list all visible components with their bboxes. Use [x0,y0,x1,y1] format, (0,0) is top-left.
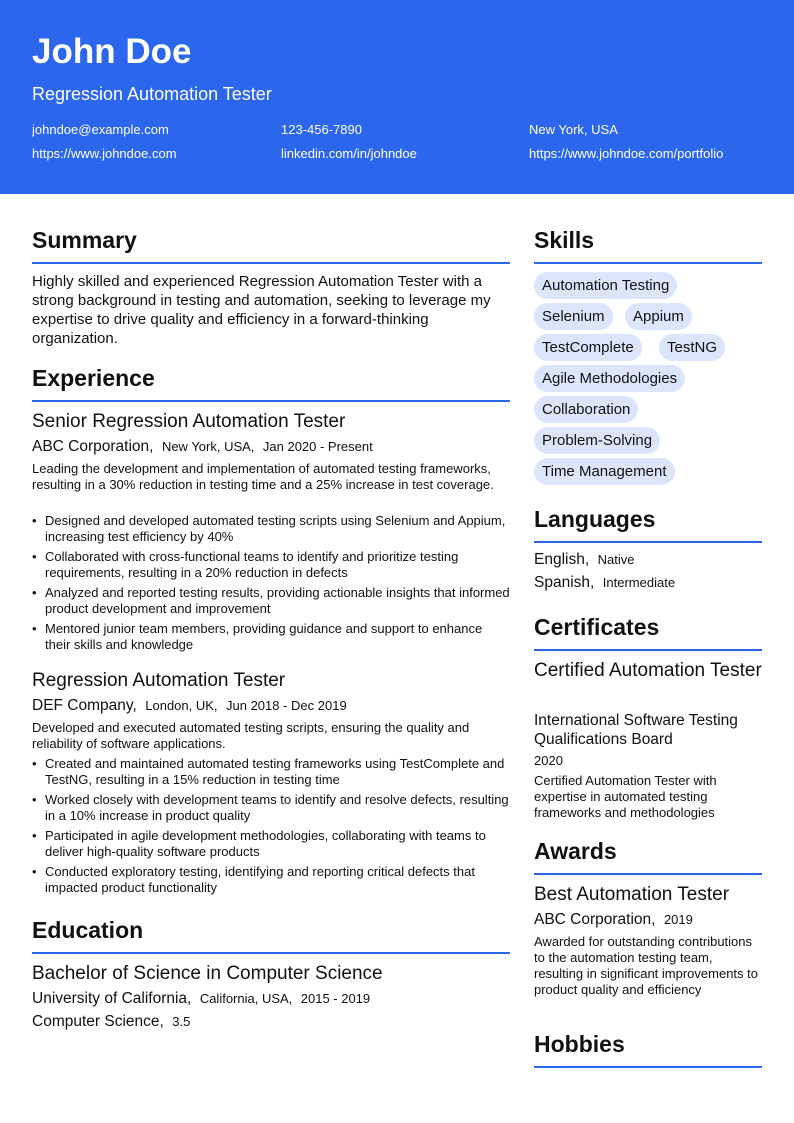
award-title: Best Automation Tester [534,884,730,905]
languages-divider [534,541,762,543]
skills-divider [534,262,762,264]
summary-heading: Summary [32,227,137,253]
list-item-text: Mentored junior team members, providing guidance and support to enhance their skills and knowledge [45,621,483,652]
education-meta [32,990,370,1008]
job-description: Developed and executed automated testing scripts, ensuring the quality and reliability of software applications. [32,720,470,751]
contact-portfolio[interactable]: https://www.johndoe.com/portfolio [529,146,724,161]
list-item: • Mentored junior team members, providing guidance and support to enhance their skills and knowledge [32,621,483,652]
hobbies-divider [534,1066,762,1068]
awards-divider [534,873,762,875]
hobbies-heading: Hobbies [534,1031,625,1057]
job-location: New York, USA, [161,439,255,454]
job-company: DEF Company, [32,697,137,714]
summary-divider [32,262,510,264]
contact-email[interactable]: johndoe@example.com [32,122,169,137]
experience-divider [32,400,510,402]
education-field-row [32,1013,190,1031]
list-item: • Conducted exploratory testing, identifying and reporting critical defects that impacted product functionality [32,864,475,895]
list-item-text: Participated in agile development methodologies, collaborating with teams to deliver high-quality software products [45,828,486,859]
award-year: 2019 [663,912,693,927]
job-title: Regression Automation Tester [32,670,286,691]
skill-chip: Agile Methodologies [534,365,685,392]
language-name: English, [534,551,590,568]
list-item-text: Conducted exploratory testing, identifying and reporting critical defects that impacted product functionality [45,864,475,895]
contact-linkedin[interactable]: linkedin.com/in/johndoe [281,146,417,161]
language-row [534,551,634,569]
education-divider [32,952,510,954]
job-description: Leading the development and implementation of automated testing frameworks, resulting in a 30% reduction in testing time and a 25% increase in test coverage. [32,461,494,492]
contact-website[interactable]: https://www.johndoe.com [32,146,177,161]
job-title: Senior Regression Automation Tester [32,411,346,432]
skills-heading: Skills [534,227,595,253]
language-level: Native [597,552,635,567]
skill-chip: Problem-Solving [534,427,660,454]
awards-heading: Awards [534,838,617,864]
job-location: London, UK, [145,698,218,713]
skill-chip: Selenium [534,303,613,330]
education-heading: Education [32,917,144,943]
summary-text: Highly skilled and experienced Regression Automation Tester with a strong background in testing and automation, seeking to leverage my expertise to drive quality and efficiency in a forward-thinking organization. [32,273,491,347]
languages-heading: Languages [534,506,656,532]
job-meta [32,438,373,456]
field-of-study: Computer Science, [32,1013,164,1030]
list-item-text: Collaborated with cross-functional teams to identify and prioritize testing requirements, resulting in a 20% reduction in defects [45,549,459,580]
contact-location: New York, USA [529,122,618,137]
experience-heading: Experience [32,365,155,391]
list-item: • Collaborated with cross-functional teams to identify and prioritize testing requirements, resulting in a 20% reduction in defects [32,549,459,580]
list-item: • Designed and developed automated testing scripts using Selenium and Appium, increasing test efficiency by 40% [32,513,506,544]
school-location: California, USA, [199,991,293,1006]
job-dates: Jan 2020 - Present [262,439,373,454]
language-name: Spanish, [534,574,595,591]
candidate-name: John Doe [32,32,192,71]
skill-chip: TestNG [659,334,725,361]
job-company: ABC Corporation, [32,438,154,455]
list-item-text: Worked closely with development teams to identify and resolve defects, resulting in a 10% increase in product quality [45,792,509,823]
list-item: • Participated in agile development methodologies, collaborating with teams to deliver high-quality software products [32,828,486,859]
language-row [534,574,675,592]
school-name: University of California, [32,990,192,1007]
skill-chip: Automation Testing [534,272,677,299]
certificate-title: Certified Automation Tester [534,660,762,681]
award-description: Awarded for outstanding contributions to the automation testing team, resulting in significant improvements to product quality and efficiency [534,934,758,997]
education-dates: 2015 - 2019 [300,991,371,1006]
degree-title: Bachelor of Science in Computer Science [32,963,383,984]
certificate-year: 2020 [534,753,563,768]
list-item-text: Created and maintained automated testing frameworks using TestComplete and TestNG, resulting in a 15% reduction in testing time [45,756,505,787]
list-item: • Analyzed and reported testing results, providing actionable insights that informed product development and improvement [32,585,510,616]
award-meta [534,911,693,929]
skill-chip: Time Management [534,458,675,485]
job-dates: Jun 2018 - Dec 2019 [226,698,347,713]
skill-chip: TestComplete [534,334,642,361]
certificates-heading: Certificates [534,614,660,640]
skill-chip: Appium [625,303,692,330]
list-item: • Created and maintained automated testing frameworks using TestComplete and TestNG, resulting in a 15% reduction in testing time [32,756,505,787]
certificate-issuer: International Software Testing Qualifications Board [534,712,738,748]
list-item-text: Designed and developed automated testing scripts using Selenium and Appium, increasing test efficiency by 40% [45,513,506,544]
award-org: ABC Corporation, [534,911,656,928]
resume-header [0,0,794,194]
contact-phone[interactable]: 123-456-7890 [281,122,362,137]
gpa-value: 3.5 [172,1014,191,1029]
language-level: Intermediate [602,575,676,590]
list-item-text: Analyzed and reported testing results, providing actionable insights that informed product development and improvement [45,585,510,616]
candidate-title: Regression Automation Tester [32,84,272,104]
skill-chip: Collaboration [534,396,638,423]
certificates-divider [534,649,762,651]
list-item: • Worked closely with development teams to identify and resolve defects, resulting in a 10% increase in product quality [32,792,509,823]
certificate-description: Certified Automation Tester with expertise in automated testing frameworks and methodologies [534,773,717,820]
job-meta [32,697,347,715]
